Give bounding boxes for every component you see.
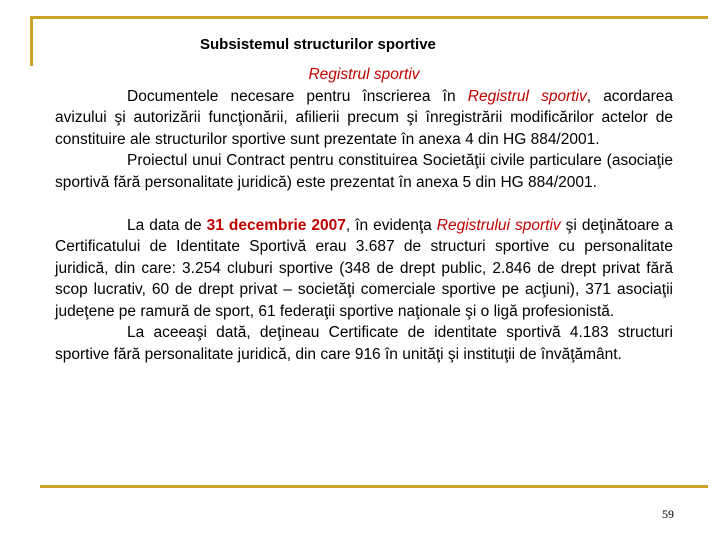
registru-sportiv-link: Registrul sportiv [467, 87, 587, 105]
frame-left-rule [30, 16, 33, 66]
slide-title: Subsistemul structurilor sportive [200, 36, 436, 53]
frame-bottom-rule [40, 485, 708, 488]
highlight-date: 31 decembrie 2007 [206, 216, 346, 234]
registrului-sportiv-link: Registrului sportiv [436, 216, 561, 234]
paragraph-4: La aceeaşi dată, deţineau Certificate de identitate sportivă 4.183 structuri sportive fără personalitate juridică, din care 916 în unităţi şi instituţii de învăţământ. [55, 324, 673, 363]
paragraph-2: Proiectul unui Contract pentru constituirea Societăţii civile particulare (asociaţie sportivă fără personalitate juridică) este prezentat în anexa 5 din HG 884/2001. [55, 152, 673, 191]
subtitle: Registrul sportiv [308, 66, 420, 83]
spacer [55, 193, 673, 215]
paragraph-1-text-a: Documentele necesare pentru înscrierea în [127, 87, 468, 105]
page-number: 59 [662, 507, 674, 521]
paragraph-3-text-b: , în evidenţa [345, 216, 437, 234]
slide-body [55, 64, 673, 365]
paragraph-1 [55, 86, 673, 151]
paragraph-3 [55, 215, 673, 323]
frame-top-rule [30, 16, 708, 19]
paragraph-3-text-a: La data de [127, 216, 207, 234]
paragraph-1-text-b: , acordarea avizului şi autorizării funcţionării, afilierii precum şi înregistrării modificărilor actelor de constituire ale structurilor sportive sunt prezentate în anexa 4 din HG 884/2001. [55, 87, 673, 148]
paragraph-3-text-c: şi deţinătoare a Certificatului de Identitate Sportivă erau 3.687 de structuri sportive cu personalitate juridică, din care: 3.254 cluburi sportive (348 de drept public, 2.846 de drept privat fără scop lucrativ, 60 de drept privat – societăţi comerciale sportive pe acţiuni), 371 asociaţii judeţene pe ramură de sport, 61 federaţii sportive naţionale şi o ligă profesionistă. [55, 216, 674, 320]
